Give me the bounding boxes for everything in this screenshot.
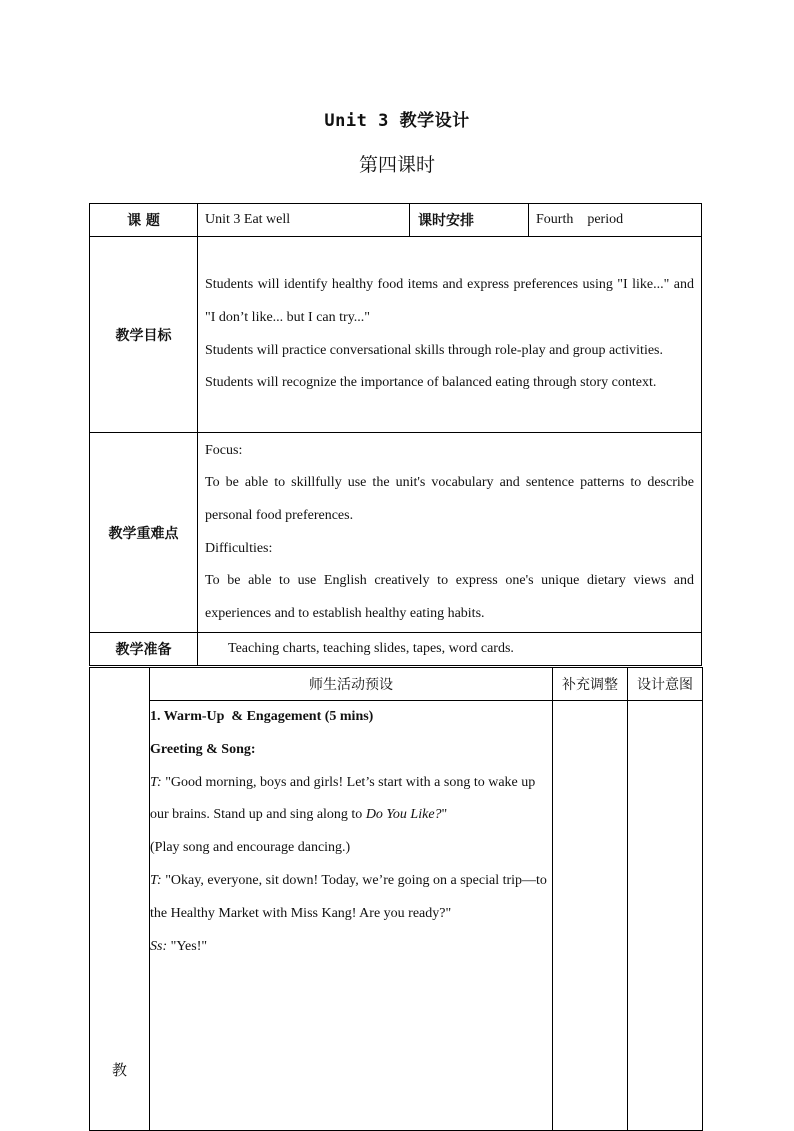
adjust-cell xyxy=(553,701,628,1131)
period-subtitle: 第四课时 xyxy=(358,154,435,176)
topic-value: Unit 3 Eat well xyxy=(198,204,410,237)
schedule-value: Fourth period xyxy=(529,204,702,237)
stage-direction: (Play song and encourage dancing.) xyxy=(150,840,351,856)
lesson-info-table xyxy=(89,203,702,666)
objectives-label: 教学目标 xyxy=(90,237,198,433)
focus-title: Focus: xyxy=(205,442,243,458)
page-title: Unit 3 教学设计 xyxy=(324,111,470,131)
col-adjust-header: 补充调整 xyxy=(553,668,628,701)
prep-label: 教学准备 xyxy=(90,633,198,666)
difficulties-title: Difficulties: xyxy=(205,540,273,556)
speaker-label: T: xyxy=(150,774,162,790)
objectives-cell xyxy=(198,237,702,433)
objective-item: Students will identify healthy food items and express preferences using "I like..." and "I don’t like... but I can try..." xyxy=(205,277,694,325)
keypoints-label: 教学重难点 xyxy=(90,433,198,633)
speech-text: " xyxy=(441,807,448,823)
difficulties-text: To be able to use English creatively to express one's unique dietary views and experiences and to establish healthy eating habits. xyxy=(205,573,694,621)
speech-text: "Good morning, boys and girls! Let’s start with a song to wake up our brains. Stand up and sing along to xyxy=(150,774,536,823)
speech-text: "Okay, everyone, sit down! Today, we’re going on a special trip—to the Healthy Market with Miss Kang! Are you ready?" xyxy=(150,872,547,921)
schedule-label: 课时安排 xyxy=(410,204,529,237)
activity-cell xyxy=(150,701,553,1131)
song-title: Do You Like? xyxy=(365,807,442,823)
section-title: 1. Warm-Up & Engagement (5 mins) xyxy=(150,709,374,724)
process-side-label: 教 xyxy=(90,668,150,1131)
students-line xyxy=(150,931,552,964)
col-activity-header: 师生活动预设 xyxy=(150,668,553,701)
keypoints-cell xyxy=(198,433,702,633)
objective-item: Students will recognize the importance of balanced eating through story context. xyxy=(205,375,657,391)
teaching-process-table xyxy=(89,667,703,1131)
topic-label: 课 题 xyxy=(90,204,198,237)
focus-text: To be able to skillfully use the unit's vocabulary and sentence patterns to describe personal food preferences. xyxy=(205,475,694,523)
teacher-line-2 xyxy=(150,865,552,931)
teacher-line-1 xyxy=(150,767,552,833)
speech-text: "Yes!" xyxy=(167,938,208,954)
speaker-label: Ss: xyxy=(150,938,168,954)
intent-cell xyxy=(628,701,703,1131)
speaker-label: T: xyxy=(150,872,162,888)
subsection-title: Greeting & Song: xyxy=(150,741,256,757)
prep-value: Teaching charts, teaching slides, tapes, word cards. xyxy=(198,633,702,666)
col-intent-header: 设计意图 xyxy=(628,668,703,701)
objective-item: Students will practice conversational skills through role-play and group activities. xyxy=(205,342,664,358)
